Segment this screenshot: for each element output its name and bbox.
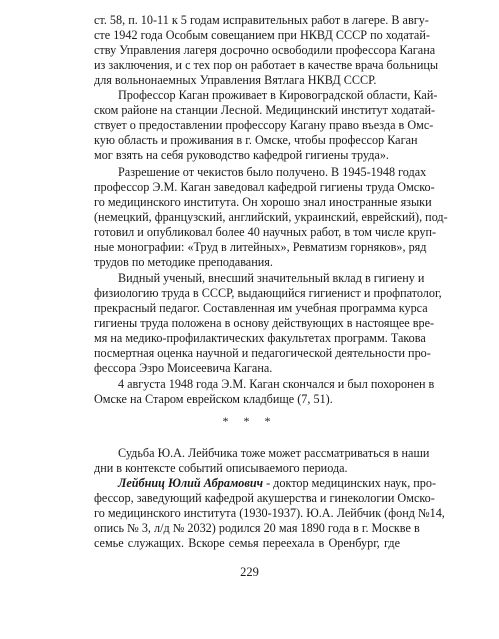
text-line: прекрасный педагог. Составленная им учебная программа курса xyxy=(94,301,428,315)
text-line: посмертная оценка научной и педагогической деятельности про- xyxy=(94,346,431,360)
text-line: (немецкий, французский, английский, украинский, еврейский), под- xyxy=(94,210,448,224)
person-name: Лейбниц Юлий Абрамович xyxy=(118,476,264,490)
text-line: для вольнонаемных Управления Вятлага НКВД СССР. xyxy=(94,73,377,87)
text-line: сте 1942 года Особым совещанием при НКВД СССР по ходатай- xyxy=(94,28,430,42)
text-line: мя на медико-профилактических факультетах программ. Такова xyxy=(94,331,426,345)
text-line: готовил и опубликовал более 40 научных работ, в том числе круп- xyxy=(94,225,437,239)
text-line: из заключения, и с тех пор он работает в качестве врача больницы xyxy=(94,58,439,72)
text-line: Разрешение от чекистов было получено. В 1945-1948 годах xyxy=(118,165,427,179)
text-line: трудов по методике преподавания. xyxy=(94,255,273,269)
text-line: Профессор Каган проживает в Кировоградской области, Кай- xyxy=(118,88,438,102)
text-fragment: - доктор медицинских наук, про- xyxy=(263,476,437,490)
text-line: го медицинского института. Он хорошо знал иностранные языки xyxy=(94,195,432,209)
page-number: 229 xyxy=(240,565,259,579)
text-line: 4 августа 1948 года Э.М. Каган скончался и был похоронен в xyxy=(118,377,435,391)
text-line: гигиены труда положена в основу действующих в настоящее вре- xyxy=(94,316,435,330)
text-line: дни в контексте событий описываемого периода. xyxy=(94,461,348,475)
text-line: фессора Эзро Моисеевича Кагана. xyxy=(94,361,273,375)
text-line: ные монографии: «Труд в литейных», Ревматизм горняков», ряд xyxy=(94,240,427,254)
text-line: ству Управления лагеря досрочно освободили профессора Кагана xyxy=(94,43,436,57)
section-separator: * * * xyxy=(222,414,277,428)
text-line: Судьба Ю.А. Лейбчика тоже может рассматриваться в наши xyxy=(118,446,430,460)
text-line: ст. 58, п. 10-11 к 5 годам исправительных работ в лагере. В авгу- xyxy=(94,13,429,27)
text-line: опись № 3, л/д № 2032) родился 20 мая 1890 года в г. Москве в xyxy=(94,521,420,535)
text-line: ствует о предоставлении профессору Кагану право въезда в Омс- xyxy=(94,118,434,132)
text-line: кую область и проживания в г. Омске, чтобы профессор Каган xyxy=(94,133,418,147)
text-line: профессор Э.М. Каган заведовал кафедрой гигиены труда Омско- xyxy=(94,180,435,194)
text-line: Видный ученый, внесший значительный вклад в гигиену и xyxy=(118,271,425,285)
text-line: ском районе на станции Лесной. Медицинский институт ходатай- xyxy=(94,103,436,117)
text-line: семье служащих. Вскоре семья переехала в Оренбург, где xyxy=(94,536,400,550)
text-line: мог взять на себя руководство кафедрой гигиены труда». xyxy=(94,148,389,162)
text-line: Омске на Старом еврейском кладбище (7, 51). xyxy=(94,392,333,406)
text-line: физиологию труда в СССР, выдающийся гигиенист и профпатолог, xyxy=(94,286,442,300)
text-line xyxy=(118,476,437,490)
text-line: го медицинского института (1930-1937). Ю.А. Лейбчик (фонд №14, xyxy=(94,506,445,520)
text-line: фессор, заведующий кафедрой акушерства и гинекологии Омско- xyxy=(94,491,435,505)
